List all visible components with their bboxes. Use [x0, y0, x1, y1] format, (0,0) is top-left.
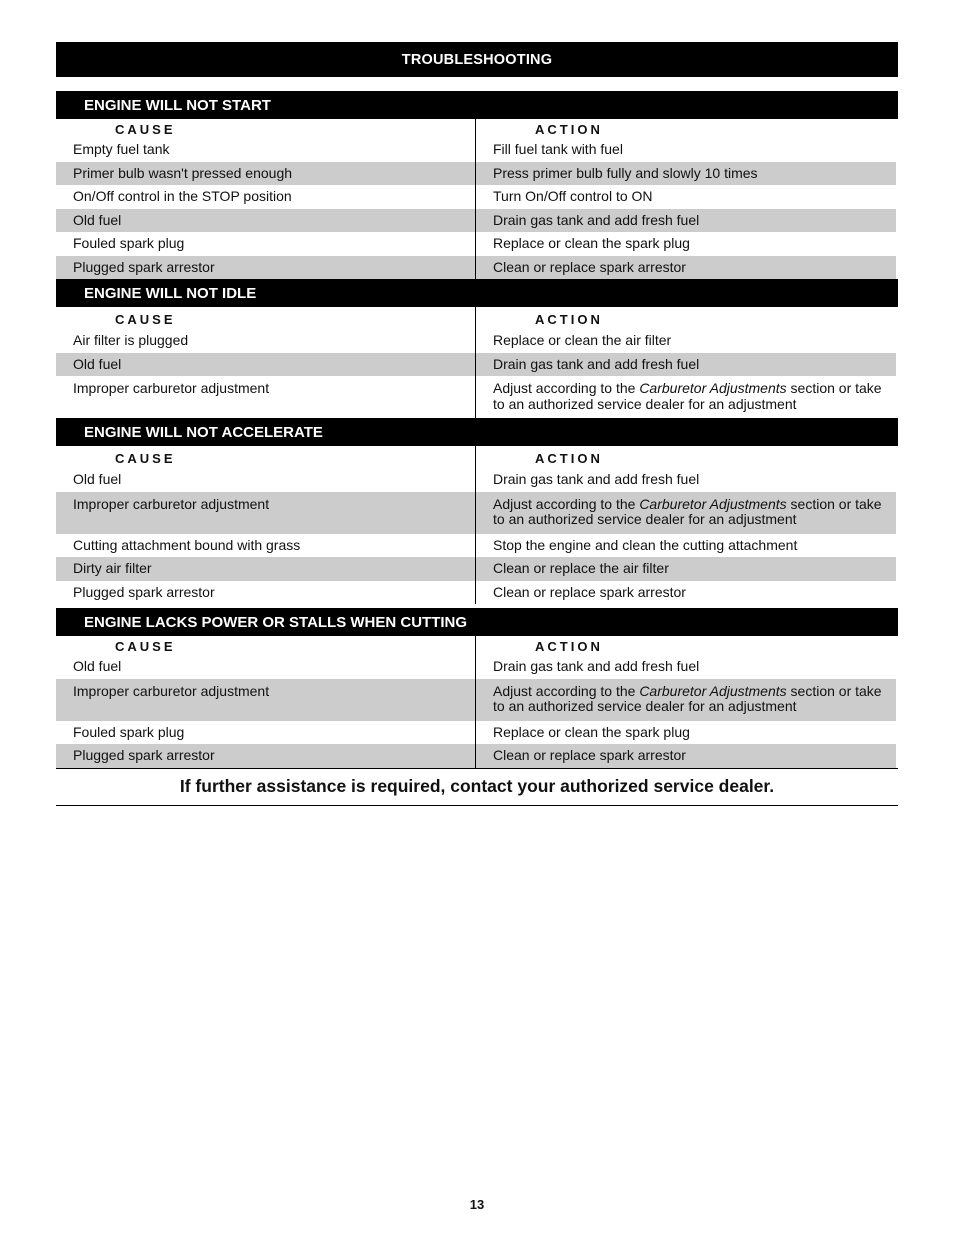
- action-cell: Clean or replace spark arrestor: [493, 583, 686, 600]
- cause-cell: Plugged spark arrestor: [56, 581, 476, 605]
- cause-header: CAUSE: [56, 636, 476, 657]
- table-row: [56, 232, 898, 256]
- table-row: [56, 534, 898, 558]
- table-row: [56, 209, 898, 233]
- table-row: [56, 721, 898, 745]
- action-header: ACTION: [535, 639, 603, 654]
- table-row: [56, 162, 898, 186]
- cause-cell: Fouled spark plug: [56, 721, 476, 745]
- cause-header: CAUSE: [56, 307, 476, 331]
- page-number: 13: [469, 1197, 485, 1212]
- column-headers: [56, 119, 898, 140]
- cause-cell: Improper carburetor adjustment: [56, 492, 476, 534]
- action-cell: Drain gas tank and add fresh fuel: [493, 658, 700, 674]
- column-headers: [56, 636, 898, 657]
- table-row: [56, 744, 898, 769]
- action-cell: Adjust according to the Carburetor Adjustments section or take to an authorized service dealer for an adjustment: [476, 679, 896, 721]
- table-row: [56, 679, 898, 721]
- cause-cell: Empty fuel tank: [56, 140, 476, 162]
- column-headers: [56, 307, 898, 331]
- cause-header: CAUSE: [56, 119, 476, 140]
- cause-cell: Primer bulb wasn't pressed enough: [56, 162, 476, 186]
- action-cell: Press primer bulb fully and slowly 10 times: [476, 162, 896, 186]
- section-heading: ENGINE LACKS POWER OR STALLS WHEN CUTTING: [56, 608, 898, 636]
- section-heading: ENGINE WILL NOT IDLE: [56, 279, 898, 307]
- action-header: ACTION: [535, 311, 603, 327]
- table-row: [56, 557, 898, 581]
- cause-cell: Air filter is plugged: [56, 331, 476, 353]
- cause-cell: Old fuel: [56, 470, 476, 492]
- action-cell: Turn On/Off control to ON: [493, 188, 653, 204]
- page-title: TROUBLESHOOTING: [56, 42, 898, 77]
- action-cell: Adjust according to the Carburetor Adjustments section or take to an authorized service dealer for an adjustment: [476, 492, 896, 534]
- table-row: [56, 353, 898, 377]
- table-row: [56, 331, 898, 353]
- action-cell: Fill fuel tank with fuel: [493, 141, 623, 157]
- cause-cell: Old fuel: [56, 657, 476, 679]
- cause-cell: Plugged spark arrestor: [56, 256, 476, 280]
- action-cell: Clean or replace the air filter: [476, 557, 896, 581]
- table-row: [56, 256, 898, 280]
- section-heading: ENGINE WILL NOT ACCELERATE: [56, 418, 898, 446]
- action-header: ACTION: [535, 450, 603, 466]
- cause-cell: Fouled spark plug: [56, 232, 476, 256]
- action-cell: Clean or replace spark arrestor: [476, 744, 896, 768]
- table-row: [56, 185, 898, 209]
- action-header: ACTION: [535, 122, 603, 137]
- table-row: [56, 657, 898, 679]
- table-row: [56, 581, 898, 605]
- cause-cell: Cutting attachment bound with grass: [56, 534, 476, 558]
- action-cell: Drain gas tank and add fresh fuel: [476, 353, 896, 377]
- table-row: [56, 470, 898, 492]
- action-cell: Drain gas tank and add fresh fuel: [493, 471, 700, 487]
- column-headers: [56, 446, 898, 470]
- cause-cell: Old fuel: [56, 353, 476, 377]
- footer-note: If further assistance is required, contact your authorized service dealer.: [56, 768, 898, 806]
- action-cell: Stop the engine and clean the cutting attachment: [493, 536, 798, 553]
- action-cell: Drain gas tank and add fresh fuel: [476, 209, 896, 233]
- cause-cell: On/Off control in the STOP position: [56, 185, 476, 209]
- table-row: [56, 140, 898, 162]
- section-heading: ENGINE WILL NOT START: [56, 91, 898, 119]
- action-cell: Replace or clean the spark plug: [493, 723, 690, 740]
- table-row: [56, 376, 898, 418]
- troubleshooting-table: [56, 91, 898, 769]
- cause-cell: Improper carburetor adjustment: [56, 679, 476, 721]
- action-cell: Clean or replace spark arrestor: [476, 256, 896, 280]
- cause-cell: Plugged spark arrestor: [56, 744, 476, 768]
- cause-header: CAUSE: [56, 446, 476, 470]
- cause-cell: Old fuel: [56, 209, 476, 233]
- cause-cell: Dirty air filter: [56, 557, 476, 581]
- cause-cell: Improper carburetor adjustment: [56, 376, 476, 418]
- action-cell: Replace or clean the air filter: [493, 332, 672, 348]
- action-cell: Adjust according to the Carburetor Adjustments section or take to an authorized service dealer for an adjustment: [493, 380, 882, 412]
- table-row: [56, 492, 898, 534]
- action-cell: Replace or clean the spark plug: [493, 235, 690, 251]
